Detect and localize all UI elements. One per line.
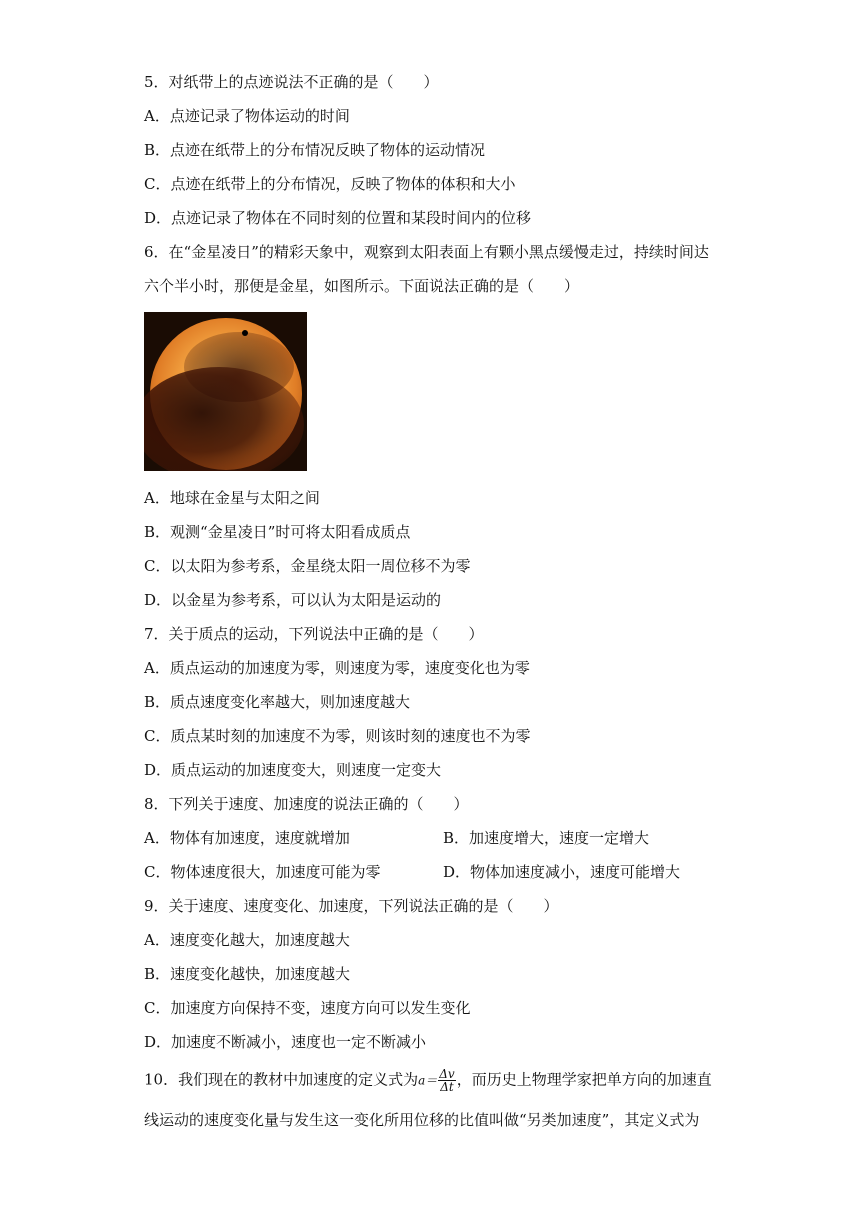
q8-option-b: B．加速度增大，速度一定增大 xyxy=(443,829,650,847)
venus-transit-photo xyxy=(144,312,307,471)
q5-option-c: C．点迹在纸带上的分布情况，反映了物体的体积和大小 xyxy=(144,175,516,193)
q5-option-b: B．点迹在纸带上的分布情况反映了物体的运动情况 xyxy=(144,141,486,159)
question-9-stem: 9．关于速度、速度变化、加速度，下列说法正确的是（ ） xyxy=(144,897,559,915)
question-5-stem: 5．对纸带上的点迹说法不正确的是（ ） xyxy=(144,73,439,91)
question-10-stem-line-2: 线运动的速度变化量与发生这一变化所用位移的比值叫做“另类加速度”，其定义式为 xyxy=(144,1111,700,1129)
q6-option-a: A．地球在金星与太阳之间 xyxy=(144,489,320,507)
question-10-stem-line-1 xyxy=(144,1068,712,1093)
q5-option-d: D．点迹记录了物体在不同时刻的位置和某段时间内的位移 xyxy=(144,209,532,227)
question-7-stem: 7．关于质点的运动，下列说法中正确的是（ ） xyxy=(144,625,484,643)
q7-option-b: B．质点速度变化率越大，则加速度越大 xyxy=(144,693,411,711)
q7-option-a: A．质点运动的加速度为零，则速度为零，速度变化也为零 xyxy=(144,659,530,677)
question-6-stem-line-1: 6．在“金星凌日”的精彩天象中，观察到太阳表面上有颗小黑点缓慢走过，持续时间达 xyxy=(144,243,709,261)
q8-option-c: C．物体速度很大，加速度可能为零 xyxy=(144,863,381,881)
q9-option-c: C．加速度方向保持不变，速度方向可以发生变化 xyxy=(144,999,471,1017)
q5-option-a: A．点迹记录了物体运动的时间 xyxy=(144,107,350,125)
question-6-stem-line-2: 六个半小时，那便是金星，如图所示。下面说法正确的是（ ） xyxy=(144,277,580,295)
q10-stem-pre: 10．我们现在的教材中加速度的定义式为 xyxy=(144,1070,419,1089)
q9-option-a: A．速度变化越大，加速度越大 xyxy=(144,931,350,949)
q8-option-d: D．物体加速度减小，速度可能增大 xyxy=(443,863,681,881)
q9-option-d: D．加速度不断减小，速度也一定不断减小 xyxy=(144,1033,427,1051)
q7-option-d: D．质点运动的加速度变大，则速度一定变大 xyxy=(144,761,442,779)
q6-option-b: B．观测“金星凌日”时可将太阳看成质点 xyxy=(144,523,411,541)
q10-formula-denominator: Δt xyxy=(440,1080,454,1094)
q9-option-b: B．速度变化越快，加速度越大 xyxy=(144,965,351,983)
q6-option-d: D．以金星为参考系，可以认为太阳是运动的 xyxy=(144,591,442,609)
q8-option-a: A．物体有加速度，速度就增加 xyxy=(144,829,350,847)
q10-formula-lhs: a＝ xyxy=(418,1073,438,1088)
q10-formula-numerator: Δv xyxy=(439,1067,455,1081)
q10-stem-post: ，而历史上物理学家把单方向的加速直 xyxy=(456,1070,712,1089)
q10-formula-fraction xyxy=(438,1068,455,1093)
q7-option-c: C．质点某时刻的加速度不为零，则该时刻的速度也不为零 xyxy=(144,727,531,745)
question-8-stem: 8．下列关于速度、加速度的说法正确的（ ） xyxy=(144,795,469,813)
q6-option-c: C．以太阳为参考系，金星绕太阳一周位移不为零 xyxy=(144,557,471,575)
venus-dot xyxy=(242,330,248,336)
